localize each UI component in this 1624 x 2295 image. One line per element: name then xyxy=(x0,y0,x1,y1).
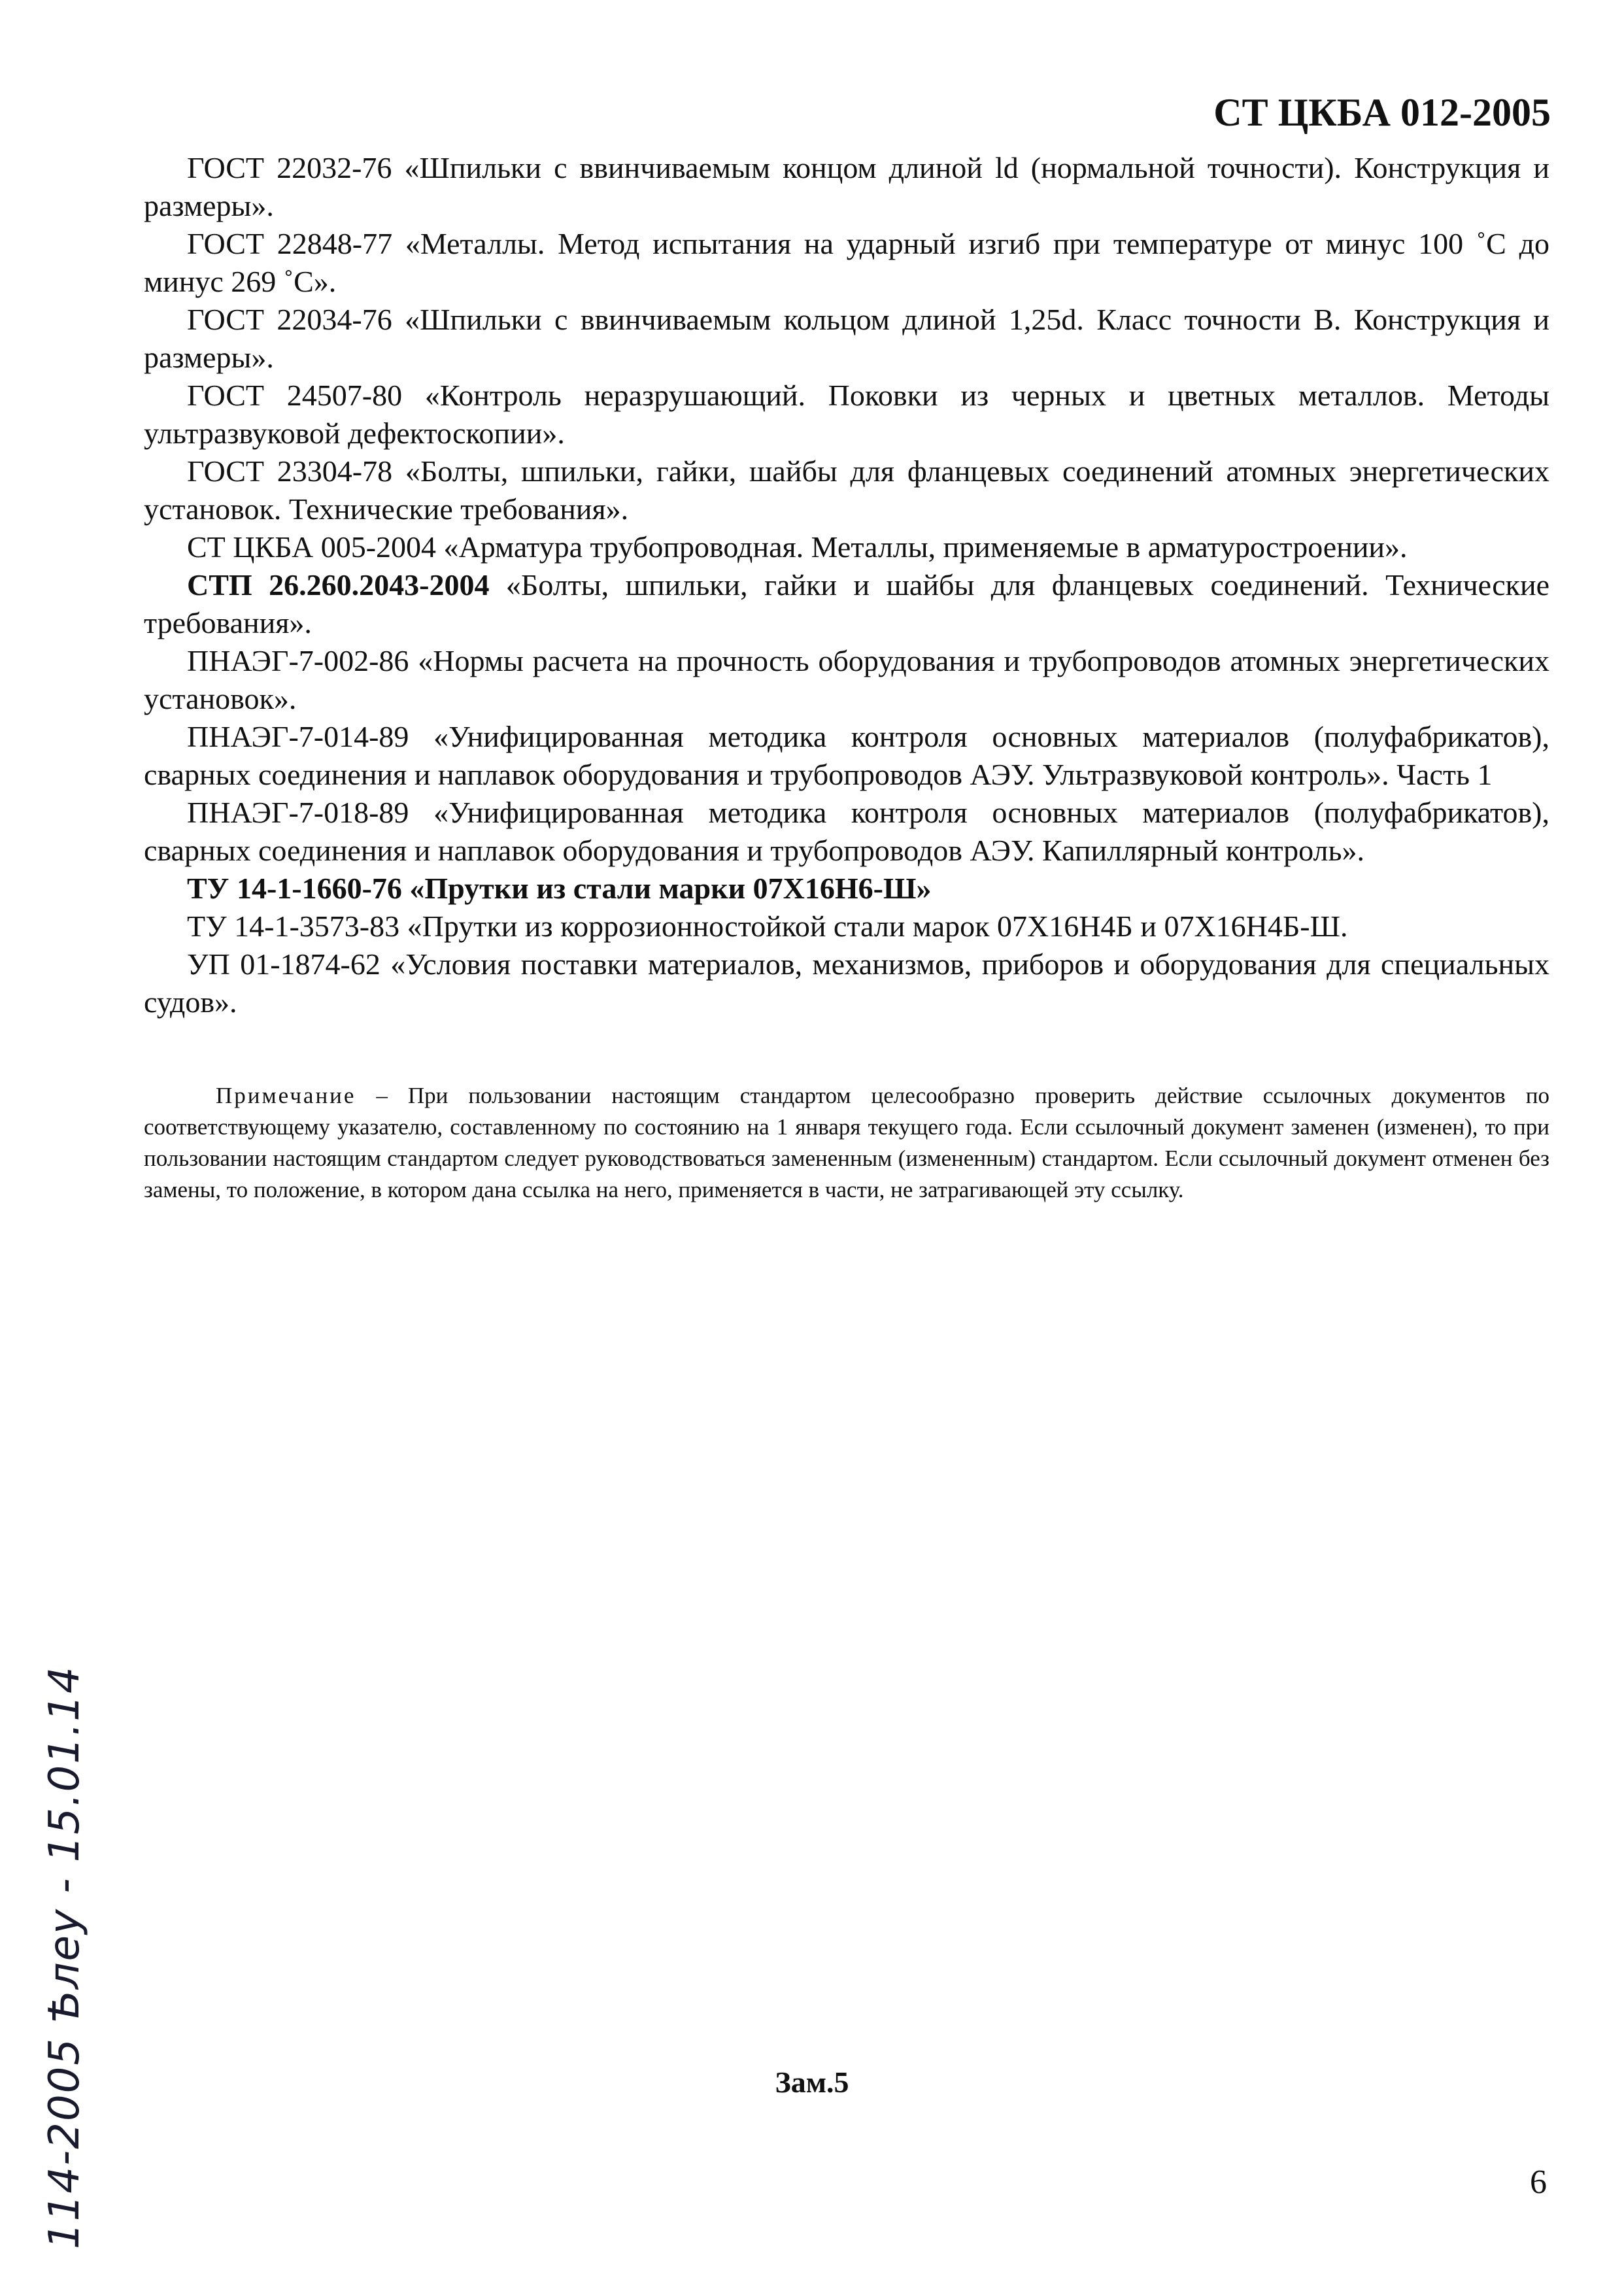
reference-title: «Унифицированная методика контроля основных материалов (полуфабрикатов), сварных соединения и наплавок оборудования и трубопроводов АЭУ. Ультразвуковой контроль». Часть 1 xyxy=(144,720,1549,791)
note-text: – При пользовании настоящим стандартом целесообразно проверить действие ссылочных документов по соответствующему указателю, составленному по состоянию на 1 января текущего года. Если ссылочный документ заменен (изменен), то при пользовании настоящим стандартом следует руководствоваться замененным (измененным) стандартом. Если ссылочный документ отменен без замены, то положение, в котором дана ссылка на него, применяется в части, не затрагивающей эту ссылку. xyxy=(144,1083,1549,1202)
reference-title: «Условия поставки материалов, механизмов, приборов и оборудования для специальных судов». xyxy=(144,947,1549,1019)
reference-item xyxy=(144,149,1549,225)
reference-id-bold: СТП 26.260.2043-2004 xyxy=(187,568,490,602)
reference-id: ГОСТ 23304-78 xyxy=(187,454,393,488)
reference-item xyxy=(144,377,1549,452)
reference-id: УП 01-1874-62 xyxy=(187,947,381,981)
reference-item xyxy=(144,301,1549,377)
reference-id-bold: ТУ 14-1-1660-76 «Прутки из стали марки 07Х16Н6-Ш» xyxy=(187,872,932,905)
reference-item xyxy=(144,642,1549,718)
document-code-header: СТ ЦКБА 012-2005 xyxy=(1213,91,1551,134)
reference-item xyxy=(144,718,1549,794)
page-number: 6 xyxy=(1530,2164,1547,2201)
reference-item xyxy=(144,908,1549,945)
note-block xyxy=(144,1080,1549,1206)
note-label: Примечание xyxy=(216,1083,356,1108)
reference-title: «Нормы расчета на прочность оборудования и трубопроводов атомных энергетических установок». xyxy=(144,644,1549,715)
reference-title: «Арматура трубопроводная. Металлы, применяемые в арматуростроении». xyxy=(436,530,1408,564)
reference-title: «Унифицированная методика контроля основных материалов (полуфабрикатов), сварных соединения и наплавок оборудования и трубопроводов АЭУ. Капиллярный контроль». xyxy=(144,796,1549,867)
reference-title: «Болты, шпильки, гайки и шайбы для фланцевых соединений. Технические требования». xyxy=(144,568,1549,639)
reference-id: ПНАЭГ-7-018-89 xyxy=(187,796,409,829)
reference-title: «Шпильки с ввинчиваемым кольцом длиной 1,25d. Класс точности В. Конструкция и размеры». xyxy=(144,303,1550,374)
reference-item xyxy=(144,452,1549,528)
amendment-label: Зам.5 xyxy=(775,2066,849,2099)
reference-id: ГОСТ 22032-76 xyxy=(187,151,392,184)
reference-item xyxy=(144,870,1549,908)
reference-id: ПНАЭГ-7-002-86 xyxy=(187,644,409,677)
reference-item xyxy=(144,945,1549,1021)
reference-title: «Контроль неразрушающий. Поковки из черных и цветных металлов. Методы ультразвуковой дефектоскопии». xyxy=(144,379,1550,450)
reference-item xyxy=(144,794,1549,870)
reference-item xyxy=(144,528,1549,566)
reference-id: ГОСТ 24507-80 xyxy=(187,379,403,412)
references-list xyxy=(144,149,1549,1021)
reference-item xyxy=(144,225,1549,301)
handwritten-annotation: 114-2005 Ѣлеу - 15.01.14 xyxy=(41,1665,89,2249)
reference-id: ПНАЭГ-7-014-89 xyxy=(187,720,409,753)
reference-title: «Болты, шпильки, гайки, шайбы для фланцевых соединений атомных энергетических установок. Технические требования». xyxy=(144,454,1549,526)
reference-id: ГОСТ 22848-77 xyxy=(187,227,393,260)
reference-title: «Металлы. Метод испытания на ударный изгиб при температуре от минус 100 ˚С до минус 269 ˚С». xyxy=(144,227,1550,298)
reference-title: «Шпильки с ввинчиваемым концом длиной ld (нормальной точности). Конструкция и размеры». xyxy=(144,151,1550,222)
reference-title: «Прутки из коррозионностойкой стали марок 07Х16Н4Б и 07Х16Н4Б-Ш. xyxy=(399,910,1348,943)
reference-item xyxy=(144,566,1549,642)
reference-id: ТУ 14-1-3573-83 xyxy=(187,910,400,943)
note-paragraph xyxy=(144,1080,1549,1206)
reference-id: ГОСТ 22034-76 xyxy=(187,303,392,336)
reference-id: СТ ЦКБА 005-2004 xyxy=(187,530,437,564)
